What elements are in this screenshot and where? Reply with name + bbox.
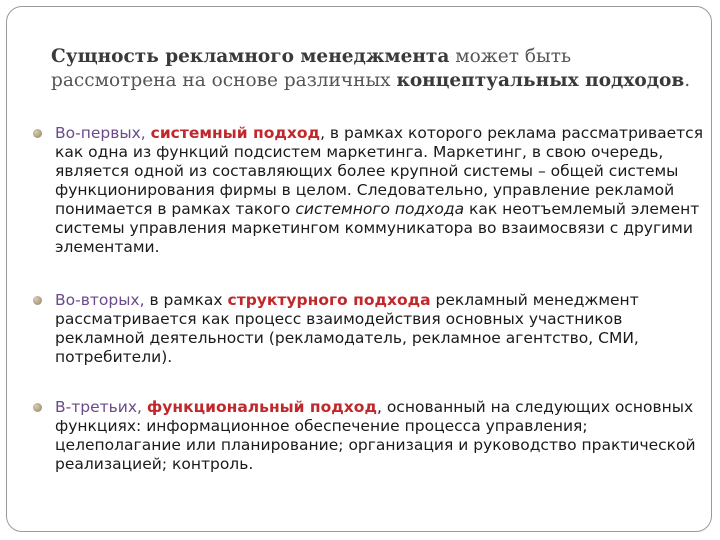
bullet-key-term: системный подход [150, 124, 321, 142]
bullet-marker-icon [33, 296, 42, 305]
bullet-lead: Во-первых, [55, 124, 151, 142]
bullet-key-term: структурного подхода [227, 291, 431, 309]
title-highlight-approaches: концептуальных подходов [396, 70, 685, 91]
bullet-text-pre: в рамках [149, 291, 228, 309]
bullet-lead: В-третьих, [55, 398, 147, 416]
title-period: . [684, 70, 691, 91]
bullet-marker-icon [33, 403, 42, 412]
slide-frame [6, 6, 712, 532]
bullet-text: рекламный менеджмент рассматривается как процесс взаимодействия основных участников рекламной деятельности (рекламодатель, рекламное агентство, СМИ, потребители). [55, 291, 639, 366]
bullet-text: , основанный на следующих основных функциях: информационное обеспечение процесса управления; целеполагание или планирование; организация и руководство практической реализацией; контроль. [55, 398, 696, 473]
bullet-key-term: функциональный подход [146, 398, 377, 416]
bullet-marker-icon [33, 129, 42, 138]
title-text: может быть рассмотрена на основе различных [51, 46, 572, 91]
bullet-text: , в рамках которого реклама рассматривается как одна из функций подсистем маркетинга. Маркетинг, в свою очередь, является одной из составляющих более крупной системы – общей системы функционирования фирмы в целом. Следовательно, управление рекламой понимается в рамках такого [55, 124, 704, 218]
bullet-lead: Во-вторых, [55, 291, 150, 309]
title-highlight-essence: Сущность рекламного менеджмента [51, 46, 450, 67]
bullet-italic-term: системного подхода [295, 200, 465, 218]
slide-title [51, 45, 701, 93]
bullet-systemic-approach [55, 124, 705, 257]
bullet-functional-approach [55, 398, 705, 474]
bullet-text-end: как неотъемлемый элемент системы управления маркетингом коммуникатора во взаимосвязи с другими элементами. [55, 200, 700, 256]
bullet-structural-approach [55, 291, 705, 367]
